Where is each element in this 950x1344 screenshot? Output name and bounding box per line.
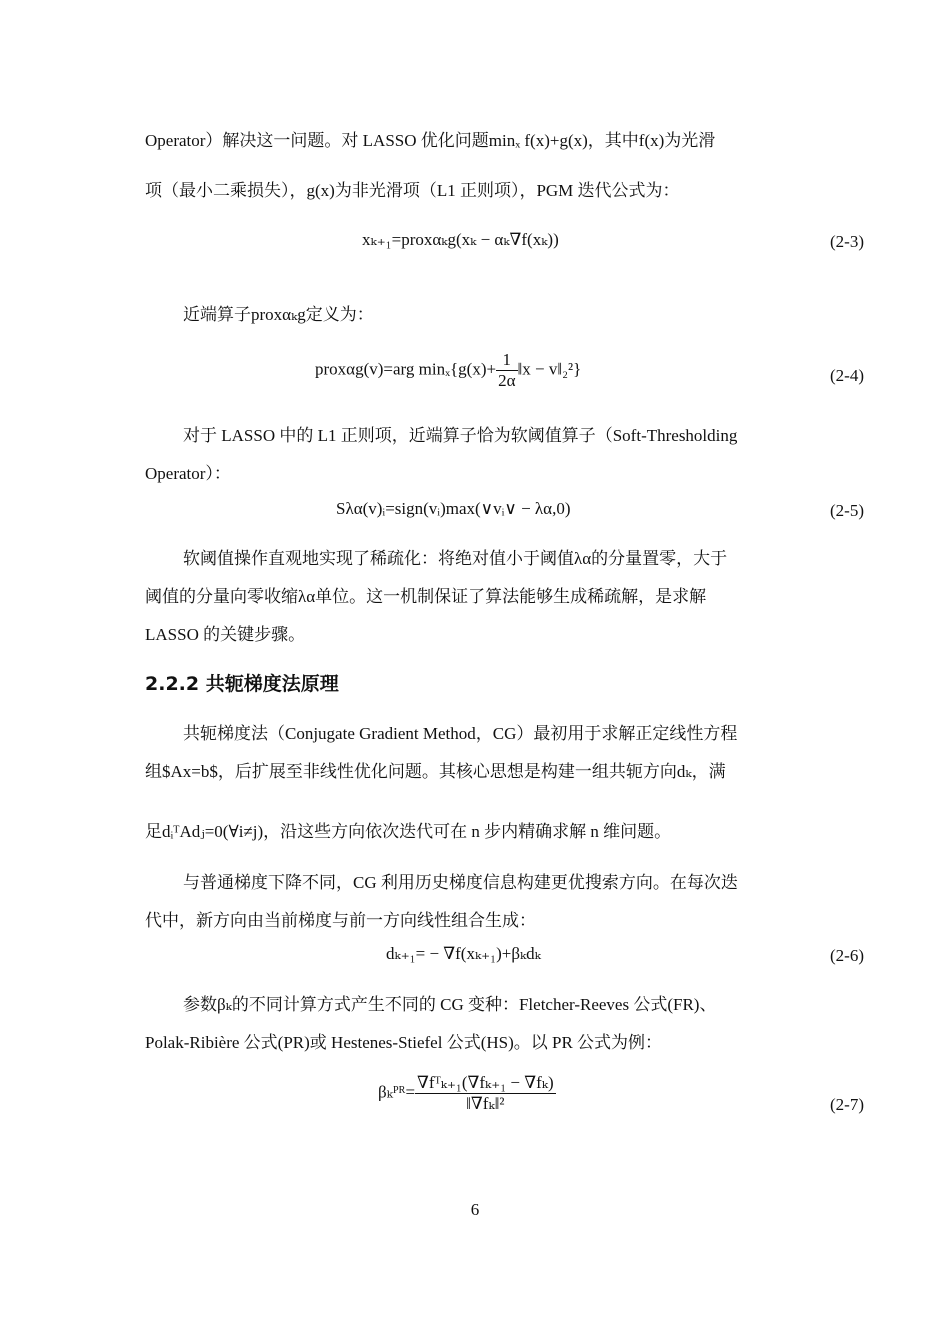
equation-left: proxαg(v)=arg minₓ{g(x)+ bbox=[315, 359, 497, 379]
equation-number: (2-3) bbox=[830, 232, 864, 251]
equation-number: (2-6) bbox=[830, 946, 864, 965]
equation-left: βₖᴾᴿ= bbox=[378, 1082, 416, 1102]
text-line: 对于 LASSO 中的 L1 正则项，近端算子恰为软阈值算子（Soft-Thresholding bbox=[183, 426, 738, 445]
text-line: 组$Ax=b$，后扩展至非线性优化问题。其核心思想是构建一组共轭方向dₖ，满 bbox=[145, 762, 726, 781]
equation-body: dₖ₊₁= − ∇f(xₖ₊₁)+βₖdₖ bbox=[386, 944, 541, 963]
text-line: 近端算子proxαₖg定义为： bbox=[183, 305, 374, 324]
fraction-denominator: ‖∇fₖ‖² bbox=[466, 1094, 505, 1113]
equation-body bbox=[315, 350, 581, 391]
equation-number: (2-5) bbox=[830, 501, 864, 520]
fraction-denominator: 2α bbox=[498, 371, 516, 390]
equation-right: ‖x − v‖₂²} bbox=[517, 359, 582, 379]
equation-number: (2-7) bbox=[830, 1095, 864, 1114]
text-line: 共轭梯度法（Conjugate Gradient Method，CG）最初用于求解正定线性方程 bbox=[183, 724, 738, 743]
text-line: 项（最小二乘损失），g(x)为非光滑项（L1 正则项），PGM 迭代公式为： bbox=[145, 181, 680, 200]
fraction-numerator: ∇fᵀₖ₊₁(∇fₖ₊₁ − ∇fₖ) bbox=[417, 1073, 554, 1092]
equation-body bbox=[378, 1073, 556, 1114]
text-line: LASSO 的关键步骤。 bbox=[145, 625, 306, 644]
fraction bbox=[496, 350, 517, 391]
fraction bbox=[415, 1073, 556, 1114]
equation-body: Sλα(v)ᵢ=sign(vᵢ)max(∨vᵢ∨ − λα,0) bbox=[336, 499, 571, 518]
section-heading: 2.2.2 共轭梯度法原理 bbox=[145, 673, 339, 695]
page-number: 6 bbox=[470, 1200, 480, 1219]
text-line: 阈值的分量向零收缩λα单位。这一机制保证了算法能够生成稀疏解，是求解 bbox=[145, 587, 707, 606]
text-line: 足dᵢᵀAdⱼ=0(∀i≠j)，沿这些方向依次迭代可在 n 步内精确求解 n 维问题。 bbox=[145, 822, 672, 841]
equation-number: (2-4) bbox=[830, 366, 864, 385]
equation-body: xₖ₊₁=proxαₖg(xₖ − αₖ∇f(xₖ)) bbox=[362, 230, 559, 249]
text-line: Polak-Ribière 公式(PR)或 Hestenes-Stiefel 公式(HS)。以 PR 公式为例： bbox=[145, 1033, 663, 1052]
text-line: 与普通梯度下降不同，CG 利用历史梯度信息构建更优搜索方向。在每次迭 bbox=[183, 873, 738, 892]
text-line: 参数βₖ的不同计算方式产生不同的 CG 变种：Fletcher-Reeves 公式(FR)、 bbox=[183, 995, 717, 1014]
text-line: 代中，新方向由当前梯度与前一方向线性组合生成： bbox=[145, 911, 536, 930]
text-line: Operator）解决这一问题。对 LASSO 优化问题minₓ f(x)+g(x)，其中f(x)为光滑 bbox=[145, 131, 716, 150]
text-line: Operator）： bbox=[145, 464, 231, 483]
text-line: 软阈值操作直观地实现了稀疏化：将绝对值小于阈值λα的分量置零，大于 bbox=[183, 549, 728, 568]
fraction-numerator: 1 bbox=[496, 350, 517, 371]
